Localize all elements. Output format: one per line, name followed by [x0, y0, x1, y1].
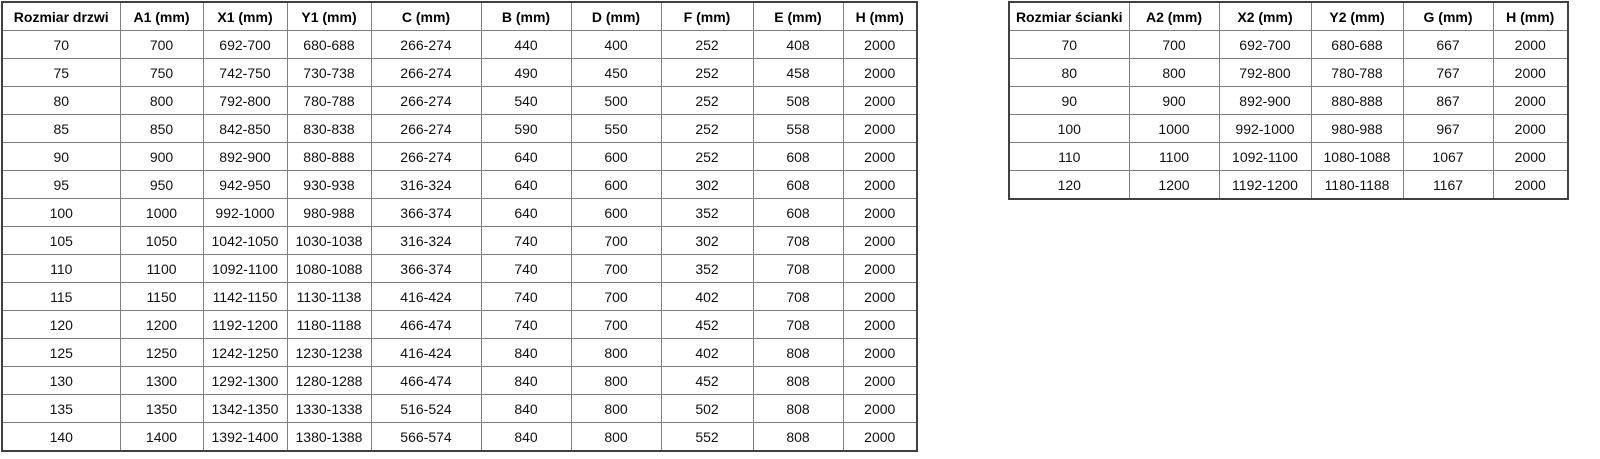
table-cell: 792-800: [203, 87, 287, 115]
table-cell: 90: [2, 143, 120, 171]
table-row: [2, 423, 917, 452]
table-cell: 700: [571, 255, 661, 283]
table-cell: 352: [661, 199, 753, 227]
table-row: [2, 311, 917, 339]
table-cell: 892-900: [1219, 87, 1311, 115]
table-cell: 1130-1138: [287, 283, 371, 311]
table-cell: 120: [2, 311, 120, 339]
table-cell: 700: [571, 227, 661, 255]
table-cell: 730-738: [287, 59, 371, 87]
table-cell: 680-688: [1311, 31, 1403, 59]
header-cell: X2 (mm): [1219, 2, 1311, 31]
table-cell: 950: [120, 171, 203, 199]
table-cell: 1400: [120, 423, 203, 452]
table-cell: 800: [571, 395, 661, 423]
table-cell: 942-950: [203, 171, 287, 199]
table-cell: 600: [571, 143, 661, 171]
table-cell: 1192-1200: [203, 311, 287, 339]
table-cell: 80: [2, 87, 120, 115]
table-cell: 767: [1403, 59, 1493, 87]
table-row: [2, 115, 917, 143]
table-cell: 466-474: [371, 311, 481, 339]
table-cell: 708: [753, 255, 843, 283]
table-cell: 500: [571, 87, 661, 115]
table-cell: 700: [1129, 31, 1219, 59]
header-cell: Rozmiar drzwi: [2, 2, 120, 31]
table-cell: 1000: [120, 199, 203, 227]
table-cell: 1230-1238: [287, 339, 371, 367]
table-row: [1009, 171, 1568, 200]
table-cell: 2000: [843, 311, 917, 339]
header-cell: A2 (mm): [1129, 2, 1219, 31]
table-cell: 2000: [843, 395, 917, 423]
table-cell: 130: [2, 367, 120, 395]
table-row: [2, 59, 917, 87]
table-row: [1009, 87, 1568, 115]
table-cell: 1292-1300: [203, 367, 287, 395]
table-cell: 1142-1150: [203, 283, 287, 311]
table-cell: 2000: [843, 283, 917, 311]
table-cell: 600: [571, 199, 661, 227]
table-cell: 95: [2, 171, 120, 199]
table-cell: 830-838: [287, 115, 371, 143]
table-cell: 516-524: [371, 395, 481, 423]
table-cell: 808: [753, 423, 843, 452]
table-cell: 1330-1338: [287, 395, 371, 423]
wall-size-table-header: [1009, 2, 1568, 31]
table-cell: 2000: [843, 59, 917, 87]
table-cell: 90: [1009, 87, 1129, 115]
table-cell: 2000: [843, 367, 917, 395]
table-cell: 867: [1403, 87, 1493, 115]
table-cell: 266-274: [371, 31, 481, 59]
table-cell: 1200: [120, 311, 203, 339]
table-cell: 70: [2, 31, 120, 59]
table-cell: 2000: [843, 339, 917, 367]
table-row: [2, 199, 917, 227]
table-cell: 252: [661, 87, 753, 115]
table-cell: 1167: [1403, 171, 1493, 200]
table-cell: 140: [2, 423, 120, 452]
table-cell: 1250: [120, 339, 203, 367]
table-cell: 1042-1050: [203, 227, 287, 255]
table-cell: 2000: [843, 87, 917, 115]
table-cell: 366-374: [371, 199, 481, 227]
table-cell: 540: [481, 87, 571, 115]
header-cell: H (mm): [843, 2, 917, 31]
header-cell: C (mm): [371, 2, 481, 31]
table-cell: 892-900: [203, 143, 287, 171]
table-row: [2, 31, 917, 59]
table-cell: 100: [2, 199, 120, 227]
table-cell: 566-574: [371, 423, 481, 452]
table-cell: 75: [2, 59, 120, 87]
table-cell: 840: [481, 339, 571, 367]
table-cell: 70: [1009, 31, 1129, 59]
table-cell: 115: [2, 283, 120, 311]
table-cell: 708: [753, 227, 843, 255]
table-cell: 252: [661, 31, 753, 59]
table-cell: 466-474: [371, 367, 481, 395]
table-cell: 266-274: [371, 59, 481, 87]
table-cell: 800: [1129, 59, 1219, 87]
table-cell: 1192-1200: [1219, 171, 1311, 200]
header-cell: H (mm): [1493, 2, 1568, 31]
table-cell: 302: [661, 171, 753, 199]
table-cell: 740: [481, 311, 571, 339]
header-cell: G (mm): [1403, 2, 1493, 31]
header-cell: E (mm): [753, 2, 843, 31]
table-cell: 980-988: [1311, 115, 1403, 143]
header-cell: D (mm): [571, 2, 661, 31]
table-cell: 266-274: [371, 143, 481, 171]
table-cell: 558: [753, 115, 843, 143]
table-cell: 750: [120, 59, 203, 87]
table-cell: 125: [2, 339, 120, 367]
table-cell: 992-1000: [1219, 115, 1311, 143]
table-cell: 740: [481, 227, 571, 255]
table-cell: 416-424: [371, 283, 481, 311]
table-cell: 120: [1009, 171, 1129, 200]
table-cell: 992-1000: [203, 199, 287, 227]
table-cell: 490: [481, 59, 571, 87]
header-cell: A1 (mm): [120, 2, 203, 31]
table-cell: 1000: [1129, 115, 1219, 143]
table-cell: 808: [753, 339, 843, 367]
table-row: [1009, 59, 1568, 87]
table-cell: 316-324: [371, 171, 481, 199]
table-cell: 1100: [1129, 143, 1219, 171]
header-row: [2, 2, 917, 31]
header-cell: Rozmiar ścianki: [1009, 2, 1129, 31]
table-cell: 450: [571, 59, 661, 87]
table-cell: 1092-1100: [1219, 143, 1311, 171]
table-cell: 740: [481, 283, 571, 311]
table-cell: 808: [753, 367, 843, 395]
table-cell: 1300: [120, 367, 203, 395]
table-cell: 840: [481, 395, 571, 423]
table-row: [2, 255, 917, 283]
table-row: [2, 171, 917, 199]
table-cell: 880-888: [1311, 87, 1403, 115]
table-cell: 800: [120, 87, 203, 115]
table-cell: 1392-1400: [203, 423, 287, 452]
table-cell: 105: [2, 227, 120, 255]
table-cell: 842-850: [203, 115, 287, 143]
table-cell: 1150: [120, 283, 203, 311]
table-cell: 840: [481, 423, 571, 452]
table-cell: 2000: [1493, 31, 1568, 59]
table-cell: 930-938: [287, 171, 371, 199]
table-cell: 402: [661, 283, 753, 311]
table-cell: 266-274: [371, 115, 481, 143]
table-cell: 2000: [1493, 87, 1568, 115]
table-cell: 1030-1038: [287, 227, 371, 255]
table-row: [2, 227, 917, 255]
table-row: [1009, 143, 1568, 171]
table-cell: 452: [661, 367, 753, 395]
table-cell: 640: [481, 143, 571, 171]
door-size-table-header: [2, 2, 917, 31]
table-cell: 552: [661, 423, 753, 452]
table-cell: 708: [753, 311, 843, 339]
table-cell: 508: [753, 87, 843, 115]
table-cell: 2000: [1493, 59, 1568, 87]
table-cell: 110: [2, 255, 120, 283]
table-cell: 640: [481, 171, 571, 199]
table-cell: 700: [120, 31, 203, 59]
door-size-table: [1, 1, 918, 452]
table-cell: 780-788: [1311, 59, 1403, 87]
table-cell: 792-800: [1219, 59, 1311, 87]
table-cell: 692-700: [203, 31, 287, 59]
wall-size-table-body: [1009, 31, 1568, 200]
table-cell: 1342-1350: [203, 395, 287, 423]
header-cell: Y2 (mm): [1311, 2, 1403, 31]
table-cell: 1200: [1129, 171, 1219, 200]
table-cell: 440: [481, 31, 571, 59]
table-cell: 2000: [843, 171, 917, 199]
table-row: [2, 87, 917, 115]
table-cell: 252: [661, 59, 753, 87]
table-cell: 252: [661, 143, 753, 171]
table-row: [2, 339, 917, 367]
table-cell: 800: [571, 339, 661, 367]
table-cell: 850: [120, 115, 203, 143]
table-cell: 135: [2, 395, 120, 423]
header-cell: B (mm): [481, 2, 571, 31]
table-cell: 608: [753, 199, 843, 227]
table-cell: 900: [120, 143, 203, 171]
table-cell: 600: [571, 171, 661, 199]
table-cell: 400: [571, 31, 661, 59]
table-row: [2, 367, 917, 395]
table-row: [2, 395, 917, 423]
table-cell: 1380-1388: [287, 423, 371, 452]
table-cell: 2000: [1493, 143, 1568, 171]
table-cell: 366-374: [371, 255, 481, 283]
table-cell: 980-988: [287, 199, 371, 227]
table-cell: 780-788: [287, 87, 371, 115]
table-cell: 708: [753, 283, 843, 311]
table-cell: 302: [661, 227, 753, 255]
table-cell: 2000: [843, 227, 917, 255]
table-cell: 2000: [843, 31, 917, 59]
table-cell: 742-750: [203, 59, 287, 87]
table-cell: 266-274: [371, 87, 481, 115]
table-cell: 550: [571, 115, 661, 143]
table-row: [1009, 115, 1568, 143]
table-cell: 1242-1250: [203, 339, 287, 367]
table-cell: 808: [753, 395, 843, 423]
header-cell: X1 (mm): [203, 2, 287, 31]
wall-size-table: [1008, 1, 1569, 200]
table-cell: 352: [661, 255, 753, 283]
table-cell: 252: [661, 115, 753, 143]
table-cell: 1080-1088: [287, 255, 371, 283]
table-cell: 1092-1100: [203, 255, 287, 283]
table-cell: 740: [481, 255, 571, 283]
table-cell: 608: [753, 171, 843, 199]
header-row: [1009, 2, 1568, 31]
table-cell: 700: [571, 311, 661, 339]
table-cell: 590: [481, 115, 571, 143]
table-cell: 1180-1188: [1311, 171, 1403, 200]
table-cell: 1350: [120, 395, 203, 423]
table-cell: 2000: [843, 423, 917, 452]
table-cell: 680-688: [287, 31, 371, 59]
table-cell: 2000: [1493, 115, 1568, 143]
table-cell: 402: [661, 339, 753, 367]
table-cell: 840: [481, 367, 571, 395]
table-row: [2, 143, 917, 171]
table-cell: 80: [1009, 59, 1129, 87]
table-cell: 700: [571, 283, 661, 311]
table-cell: 967: [1403, 115, 1493, 143]
table-cell: 640: [481, 199, 571, 227]
table-cell: 1100: [120, 255, 203, 283]
table-cell: 416-424: [371, 339, 481, 367]
table-cell: 880-888: [287, 143, 371, 171]
table-cell: 458: [753, 59, 843, 87]
table-cell: 502: [661, 395, 753, 423]
table-cell: 1080-1088: [1311, 143, 1403, 171]
table-cell: 667: [1403, 31, 1493, 59]
table-cell: 2000: [843, 143, 917, 171]
header-cell: F (mm): [661, 2, 753, 31]
table-cell: 316-324: [371, 227, 481, 255]
table-cell: 85: [2, 115, 120, 143]
table-cell: 408: [753, 31, 843, 59]
door-size-table-body: [2, 31, 917, 452]
table-cell: 110: [1009, 143, 1129, 171]
table-cell: 608: [753, 143, 843, 171]
table-cell: 2000: [843, 199, 917, 227]
table-cell: 1067: [1403, 143, 1493, 171]
table-row: [1009, 31, 1568, 59]
table-cell: 2000: [843, 255, 917, 283]
header-cell: Y1 (mm): [287, 2, 371, 31]
table-cell: 800: [571, 423, 661, 452]
table-cell: 452: [661, 311, 753, 339]
table-cell: 100: [1009, 115, 1129, 143]
table-cell: 1050: [120, 227, 203, 255]
table-cell: 2000: [1493, 171, 1568, 200]
table-cell: 900: [1129, 87, 1219, 115]
table-cell: 692-700: [1219, 31, 1311, 59]
table-cell: 800: [571, 367, 661, 395]
table-cell: 2000: [843, 115, 917, 143]
table-cell: 1280-1288: [287, 367, 371, 395]
table-row: [2, 283, 917, 311]
table-cell: 1180-1188: [287, 311, 371, 339]
